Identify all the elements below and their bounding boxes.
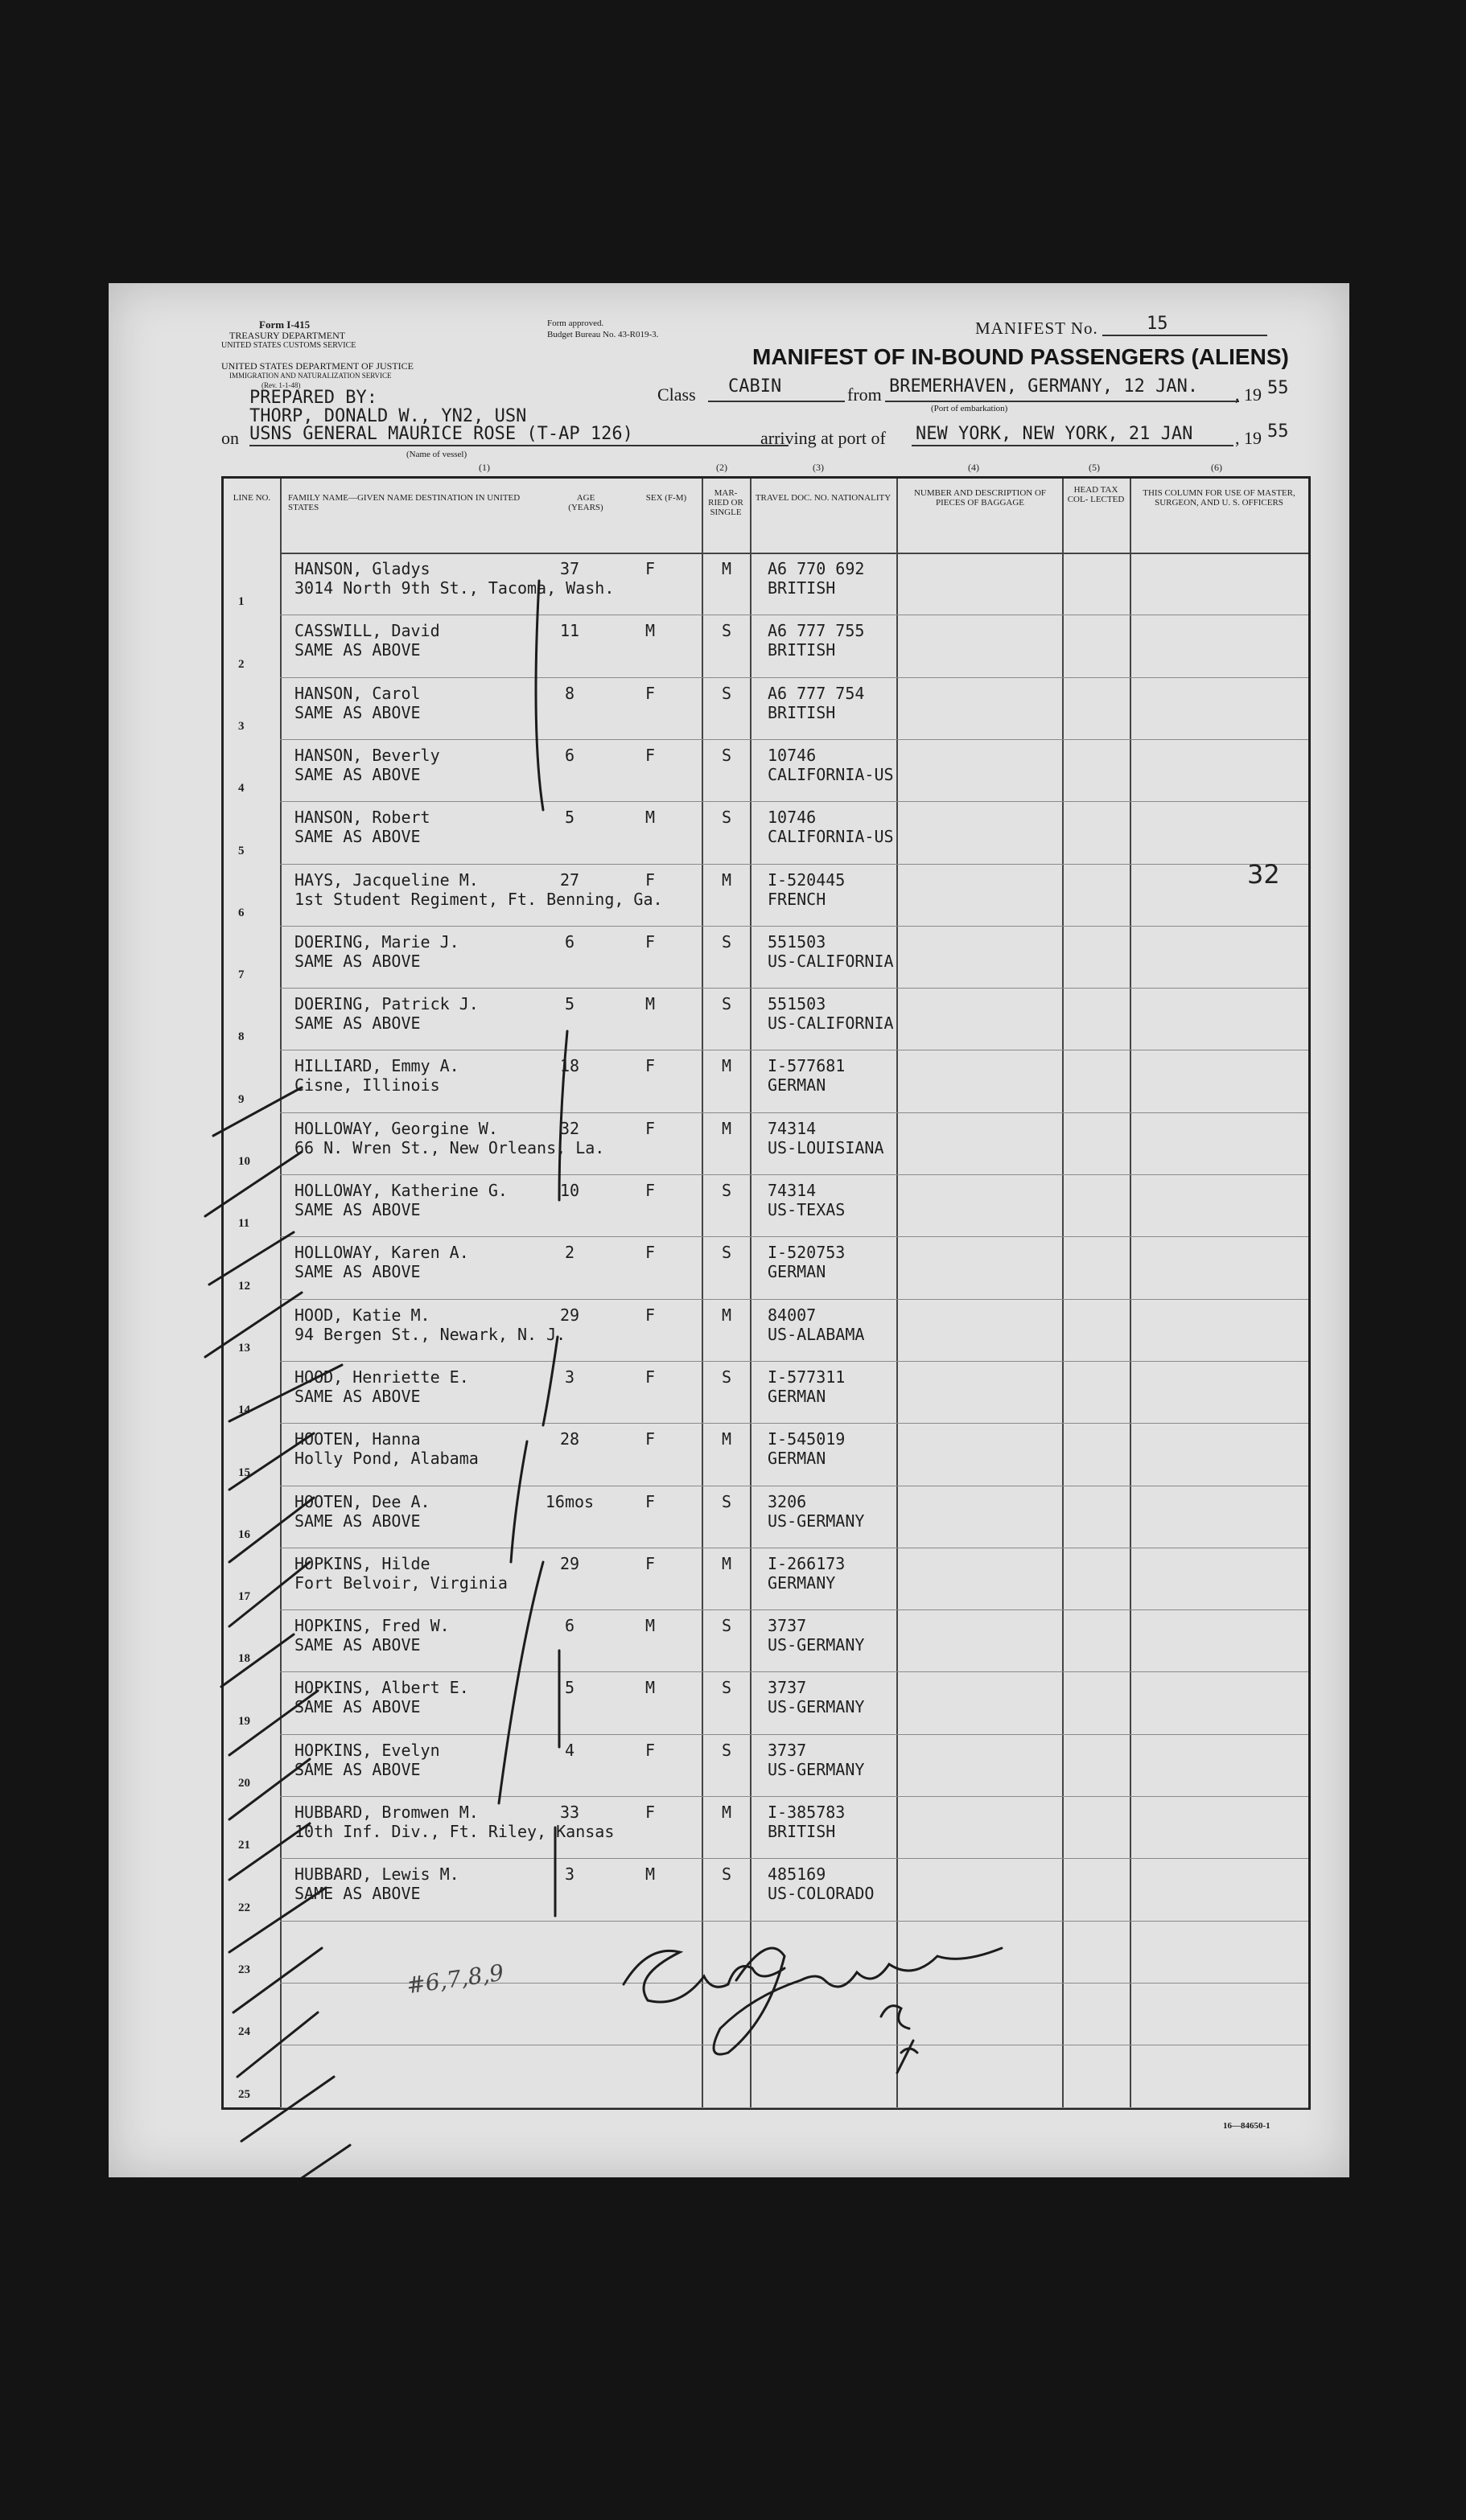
passenger-marital-status: S [721, 1740, 732, 1760]
passenger-destination: SAME AS ABOVE [294, 640, 421, 660]
from-label: from [847, 384, 882, 405]
nationality: US-ALABAMA [768, 1324, 865, 1344]
passenger-name: HILLIARD, Emmy A. [294, 1056, 459, 1076]
nationality: CALIFORNIA-US [768, 827, 894, 847]
travel-doc-number: 3206 [768, 1491, 807, 1511]
travel-doc-number: 10746 [768, 745, 817, 765]
nationality: US-GERMANY [768, 1759, 865, 1779]
travel-doc-number: A6 777 755 [768, 621, 865, 641]
class-label: Class [657, 384, 696, 405]
passenger-destination: SAME AS ABOVE [294, 827, 421, 847]
passenger-age: 5 [564, 1678, 575, 1698]
passenger-age: 29 [559, 1553, 580, 1573]
travel-doc-number: 74314 [768, 1181, 817, 1200]
class-value: CABIN [728, 376, 782, 397]
passenger-age: 3 [564, 1367, 575, 1387]
passenger-marital-status: M [721, 1803, 732, 1822]
nationality: FRENCH [768, 889, 826, 909]
travel-doc-number: I-520445 [768, 869, 846, 890]
passenger-name: DOERING, Patrick J. [294, 994, 479, 1014]
passenger-name: HUBBARD, Bromwen M. [294, 1803, 479, 1822]
passenger-name: CASSWILL, David [294, 621, 440, 641]
line-number: 16 [238, 1527, 250, 1541]
passenger-name: HAYS, Jacqueline M. [294, 869, 479, 890]
revision: (Rev. 1-1-48) [261, 381, 301, 389]
budget-bureau: Budget Bureau No. 43-R019-3. [547, 330, 659, 339]
passenger-sex: F [644, 1429, 656, 1449]
footer-code: 16—84650-1 [1223, 2121, 1270, 2131]
travel-doc-number: 10746 [768, 808, 817, 828]
passenger-name: HOLLOWAY, Katherine G. [294, 1181, 508, 1200]
line-number: 20 [238, 1777, 250, 1790]
line-number: 18 [238, 1652, 250, 1666]
passenger-marital-status: S [721, 745, 732, 765]
line-number: 3 [238, 719, 245, 733]
line-number: 21 [238, 1839, 250, 1852]
passenger-sex: M [644, 1864, 656, 1885]
passenger-marital-status: S [721, 1491, 732, 1511]
passenger-marital-status: M [721, 1305, 732, 1325]
passenger-age: 16mos [545, 1491, 595, 1511]
passenger-sex: F [644, 869, 656, 890]
passenger-age: 6 [564, 745, 575, 765]
passenger-destination: Cisne, Illinois [294, 1075, 440, 1096]
passenger-name: HOLLOWAY, Georgine W. [294, 1118, 498, 1138]
passenger-destination: SAME AS ABOVE [294, 951, 421, 971]
passenger-destination: SAME AS ABOVE [294, 1013, 421, 1034]
passenger-name: HOOD, Henriette E. [294, 1367, 469, 1387]
nationality: US-GERMANY [768, 1697, 865, 1717]
passenger-sex: F [644, 1553, 656, 1573]
travel-doc-number: I-577311 [768, 1367, 846, 1387]
line-number: 13 [238, 1341, 250, 1355]
arriving-label: arriving at port of [760, 428, 886, 448]
passenger-sex: F [644, 1118, 656, 1138]
passenger-age: 4 [564, 1740, 575, 1760]
passenger-name: DOERING, Marie J. [294, 931, 459, 952]
passenger-name: HOLLOWAY, Karen A. [294, 1243, 469, 1263]
nationality: US-CALIFORNIA [768, 951, 894, 971]
passenger-sex: F [644, 1491, 656, 1511]
passenger-name: HANSON, Beverly [294, 745, 440, 765]
passenger-sex: M [644, 1678, 656, 1698]
arriving-value: NEW YORK, NEW YORK, 21 JAN [916, 424, 1193, 444]
passenger-marital-status: S [721, 1181, 732, 1200]
passenger-destination: Holly Pond, Alabama [294, 1449, 479, 1469]
passenger-name: HOOTEN, Dee A. [294, 1491, 430, 1511]
passenger-marital-status: S [721, 1616, 732, 1636]
line-number: 7 [238, 968, 245, 982]
passenger-sex: F [644, 1367, 656, 1387]
passenger-destination: 94 Bergen St., Newark, N. J. [294, 1324, 566, 1344]
line-number: 6 [238, 906, 245, 919]
passenger-name: HUBBARD, Lewis M. [294, 1864, 459, 1885]
line-number: 25 [238, 2087, 250, 2101]
passenger-destination: SAME AS ABOVE [294, 702, 421, 722]
travel-doc-number: 551503 [768, 931, 826, 952]
passenger-destination: SAME AS ABOVE [294, 1511, 421, 1531]
passenger-age: 29 [559, 1305, 580, 1325]
line-number: 15 [238, 1466, 250, 1479]
travel-doc-number: 3737 [768, 1616, 807, 1636]
passenger-age: 27 [559, 869, 580, 890]
travel-doc-number: 84007 [768, 1305, 817, 1325]
passenger-destination: SAME AS ABOVE [294, 1386, 421, 1406]
passenger-age: 32 [559, 1118, 580, 1138]
passenger-sex: M [644, 808, 656, 828]
line-number: 2 [238, 657, 245, 671]
passenger-sex: F [644, 1803, 656, 1822]
col-head-travel-doc: TRAVEL DOC. NO. NATIONALITY [755, 493, 892, 503]
year-prefix-2: , 19 [1235, 428, 1262, 448]
passenger-sex: F [644, 1740, 656, 1760]
travel-doc-number: I-520753 [768, 1243, 846, 1263]
travel-doc-number: 3737 [768, 1678, 807, 1698]
port-embarkation-caption: (Port of embarkation) [931, 404, 1008, 413]
nationality: US-CALIFORNIA [768, 1013, 894, 1034]
passenger-marital-status: M [721, 1056, 732, 1076]
year-1: 55 [1267, 378, 1289, 398]
passenger-destination: 66 N. Wren St., New Orleans, La. [294, 1137, 605, 1157]
col-num-6: (6) [1211, 462, 1222, 473]
passenger-marital-status: M [721, 559, 732, 578]
passenger-age: 2 [564, 1243, 575, 1263]
passenger-marital-status: M [721, 1118, 732, 1138]
passenger-sex: F [644, 931, 656, 952]
travel-doc-number: 74314 [768, 1118, 817, 1138]
nationality: BRITISH [768, 702, 836, 722]
nationality: US-GERMANY [768, 1635, 865, 1655]
passenger-destination: 3014 North 9th St., Tacoma, Wash. [294, 578, 615, 598]
nationality: BRITISH [768, 1822, 836, 1841]
passenger-name: HOPKINS, Albert E. [294, 1678, 469, 1698]
col-num-5: (5) [1089, 462, 1100, 473]
passenger-sex: F [644, 559, 656, 578]
line-number: 22 [238, 1901, 250, 1914]
passenger-destination: SAME AS ABOVE [294, 1697, 421, 1717]
preparer: THORP, DONALD W., YN2, USN [249, 406, 527, 426]
treasury-dept: TREASURY DEPARTMENT [229, 330, 346, 341]
passenger-marital-status: S [721, 621, 732, 641]
passenger-name: HOPKINS, Evelyn [294, 1740, 440, 1760]
passenger-sex: F [644, 1181, 656, 1200]
travel-doc-number: I-577681 [768, 1056, 846, 1076]
col-head-sex: SEX (F-M) [645, 493, 687, 503]
col-num-2: (2) [716, 462, 727, 473]
line-number: 17 [238, 1590, 250, 1604]
passenger-name: HOOD, Katie M. [294, 1305, 430, 1325]
passenger-marital-status: M [721, 1429, 732, 1449]
col-num-1: (1) [479, 462, 490, 473]
passenger-marital-status: M [721, 1553, 732, 1573]
nationality: GERMAN [768, 1075, 826, 1096]
col-head-head-tax: HEAD TAX COL- LECTED [1067, 485, 1125, 504]
nationality: GERMAN [768, 1262, 826, 1282]
manifest-no-label: MANIFEST No. [975, 319, 1098, 338]
passenger-destination: 10th Inf. Div., Ft. Riley, Kansas [294, 1822, 615, 1841]
passenger-marital-status: S [721, 994, 732, 1014]
passenger-age: 6 [564, 1616, 575, 1636]
nationality: GERMANY [768, 1572, 836, 1593]
passenger-age: 5 [564, 994, 575, 1014]
line-number: 1 [238, 595, 245, 609]
vessel-name: USNS GENERAL MAURICE ROSE (T-AP 126) [249, 424, 633, 444]
ins: IMMIGRATION AND NATURALIZATION SERVICE [229, 372, 392, 380]
passenger-name: HOOTEN, Hanna [294, 1429, 421, 1449]
from-value: BREMERHAVEN, GERMANY, 12 JAN. [889, 376, 1199, 397]
manifest-title: MANIFEST OF IN-BOUND PASSENGERS (ALIENS) [752, 344, 1289, 369]
nationality: US-LOUISIANA [768, 1137, 884, 1157]
passenger-marital-status: S [721, 808, 732, 828]
passenger-sex: F [644, 745, 656, 765]
line-number: 19 [238, 1714, 250, 1728]
passenger-destination: SAME AS ABOVE [294, 1262, 421, 1282]
line-number: 24 [238, 2025, 250, 2039]
passenger-age: 5 [564, 808, 575, 828]
travel-doc-number: 485169 [768, 1864, 826, 1885]
col-head-officers: THIS COLUMN FOR USE OF MASTER, SURGEON, AND U. S. OFFICERS [1143, 488, 1295, 508]
passenger-sex: F [644, 1243, 656, 1263]
year-2: 55 [1267, 421, 1289, 442]
nationality: BRITISH [768, 578, 836, 598]
passenger-age: 37 [559, 559, 580, 578]
passenger-marital-status: S [721, 1367, 732, 1387]
passenger-name: HANSON, Gladys [294, 559, 430, 578]
col-head-married: MAR- RIED OR SINGLE [708, 488, 743, 517]
passenger-age: 8 [564, 683, 575, 703]
col-head-line-no: LINE NO. [233, 493, 271, 503]
passenger-destination: Fort Belvoir, Virginia [294, 1572, 508, 1593]
passenger-name: HANSON, Robert [294, 808, 430, 828]
col-num-4: (4) [968, 462, 979, 473]
customs-service: UNITED STATES CUSTOMS SERVICE [221, 341, 356, 350]
travel-doc-number: 3737 [768, 1740, 807, 1760]
travel-doc-number: A6 770 692 [768, 559, 865, 578]
form-approved: Form approved. [547, 319, 604, 328]
nationality: GERMAN [768, 1386, 826, 1406]
line-number: 23 [238, 1963, 250, 1976]
passenger-destination: 1st Student Regiment, Ft. Benning, Ga. [294, 889, 663, 909]
passenger-age: 28 [559, 1429, 580, 1449]
officer-note: 32 [1247, 859, 1280, 890]
passenger-age: 6 [564, 931, 575, 952]
nationality: US-GERMANY [768, 1511, 865, 1531]
justice-dept: UNITED STATES DEPARTMENT OF JUSTICE [221, 360, 414, 372]
travel-doc-number: A6 777 754 [768, 683, 865, 703]
passenger-sex: M [644, 994, 656, 1014]
bracket-stroke [536, 581, 543, 810]
passenger-age: 18 [559, 1056, 580, 1076]
passenger-destination: SAME AS ABOVE [294, 764, 421, 784]
line-number: 12 [238, 1279, 250, 1293]
passenger-sex: M [644, 1616, 656, 1636]
travel-doc-number: I-385783 [768, 1803, 846, 1822]
passenger-marital-status: S [721, 683, 732, 703]
passenger-marital-status: S [721, 1864, 732, 1885]
col-num-3: (3) [813, 462, 824, 473]
line-number: 10 [238, 1155, 250, 1168]
passenger-sex: M [644, 621, 656, 641]
nationality: CALIFORNIA-US [768, 764, 894, 784]
passenger-age: 33 [559, 1803, 580, 1822]
passenger-destination: SAME AS ABOVE [294, 1759, 421, 1779]
passenger-age: 11 [559, 621, 580, 641]
travel-doc-number: I-266173 [768, 1553, 846, 1573]
travel-doc-number: I-545019 [768, 1429, 846, 1449]
nationality: US-COLORADO [768, 1884, 875, 1904]
passenger-name: HANSON, Carol [294, 683, 421, 703]
form-number: Form I-415 [259, 319, 311, 331]
year-prefix-1: , 19 [1235, 384, 1262, 405]
col-head-baggage: NUMBER AND DESCRIPTION OF PIECES OF BAGGAGE [913, 488, 1047, 508]
manifest-no: 15 [1147, 314, 1168, 334]
vessel-caption: (Name of vessel) [406, 450, 467, 459]
passenger-name: HOPKINS, Hilde [294, 1553, 430, 1573]
passenger-sex: F [644, 1305, 656, 1325]
prepared-by-label: PREPARED BY: [249, 388, 377, 408]
passenger-destination: SAME AS ABOVE [294, 1635, 421, 1655]
passenger-marital-status: S [721, 1243, 732, 1263]
nationality: GERMAN [768, 1449, 826, 1469]
pen-strokes [109, 283, 1349, 2177]
passenger-age: 10 [559, 1181, 580, 1200]
passenger-marital-status: S [721, 931, 732, 952]
line-number: 4 [238, 782, 245, 795]
on-label: on [221, 428, 239, 448]
travel-doc-number: 551503 [768, 994, 826, 1014]
nationality: BRITISH [768, 640, 836, 660]
line-number: 5 [238, 844, 245, 857]
col-head-age: AGE (YEARS) [568, 493, 603, 512]
passenger-destination: SAME AS ABOVE [294, 1884, 421, 1904]
passenger-sex: F [644, 683, 656, 703]
manifest-page [109, 283, 1349, 2177]
passenger-name: HOPKINS, Fred W. [294, 1616, 450, 1636]
col-head-name: FAMILY NAME—GIVEN NAME DESTINATION IN UNITED STATES [288, 493, 521, 512]
pencil-note: #6,7,8,9 [405, 1959, 506, 2000]
passenger-marital-status: S [721, 1678, 732, 1698]
passenger-sex: F [644, 1056, 656, 1076]
nationality: US-TEXAS [768, 1200, 846, 1219]
passenger-age: 3 [564, 1864, 575, 1885]
passenger-destination: SAME AS ABOVE [294, 1200, 421, 1219]
line-number: 9 [238, 1092, 245, 1106]
line-number: 11 [238, 1217, 250, 1231]
line-number: 8 [238, 1030, 245, 1044]
passenger-marital-status: M [721, 869, 732, 890]
line-number: 14 [238, 1404, 250, 1417]
